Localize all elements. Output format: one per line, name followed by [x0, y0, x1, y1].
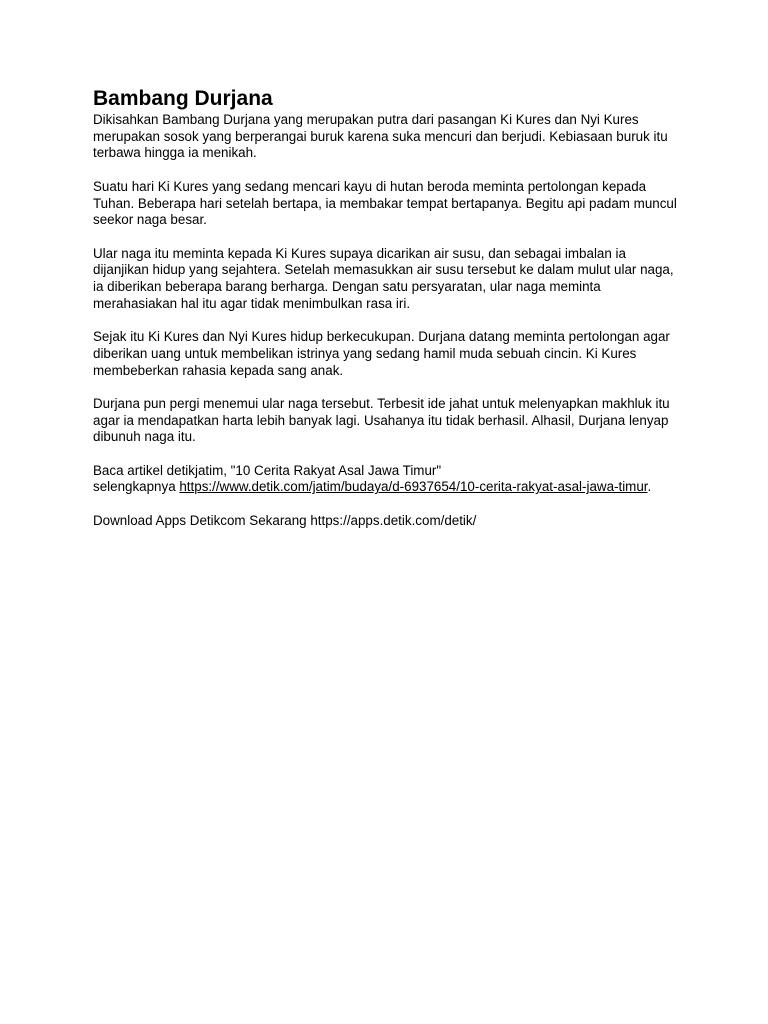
source-note: [93, 463, 677, 496]
source-note-trailing: .: [647, 479, 652, 495]
source-article-link[interactable]: https://www.detik.com/jatim/budaya/d-6937654/10-cerita-rakyat-asal-jawa-timur: [179, 479, 648, 495]
paragraph-4: Sejak itu Ki Kures dan Nyi Kures hidup berkecukupan. Durjana datang meminta pertolongan agar diberikan uang untuk membelikan istrinya yang sedang hamil muda sebuah cincin. Ki Kures membeberkan rahasia kepada sang anak.: [93, 329, 670, 378]
paragraph-2: Suatu hari Ki Kures yang sedang mencari kayu di hutan beroda meminta pertolongan kepada Tuhan. Beberapa hari setelah bertapa, ia membakar tempat bertapanya. Begitu api padam muncul seekor naga besar.: [93, 178, 677, 228]
paragraph-5: Durjana pun pergi menemui ular naga tersebut. Terbesit ide jahat untuk melenyapkan makhluk itu agar ia mendapatkan harta lebih banyak lagi. Usahanya itu tidak berhasil. Alhasil, Durjana lenyap dibunuh naga itu.: [93, 395, 670, 445]
source-note-intro: Baca artikel detikjatim, "10 Cerita Rakyat Asal Jawa Timur": [93, 462, 442, 478]
document-title: Bambang Durjana: [93, 87, 273, 110]
document-page: [93, 86, 677, 546]
source-note-lead: selengkapnya: [93, 479, 180, 495]
paragraph-3: Ular naga itu meminta kepada Ki Kures supaya dicarikan air susu, dan sebagai imbalan ia dijanjikan hidup yang sejahtera. Setelah memasukkan air susu tersebut ke dalam mulut ular naga, ia diberikan beberapa barang berharga. Dengan satu persyaratan, ular naga meminta merahasiakan hal itu agar tidak menimbulkan rasa iri.: [93, 245, 674, 311]
paragraph-1: Dikisahkan Bambang Durjana yang merupakan putra dari pasangan Ki Kures dan Nyi Kures merupakan sosok yang berperangai buruk karena suka mencuri dan berjudi. Kebiasaan buruk itu terbawa hingga ia menikah.: [93, 112, 668, 161]
download-note: Download Apps Detikcom Sekarang https://apps.detik.com/detik/: [93, 512, 477, 528]
